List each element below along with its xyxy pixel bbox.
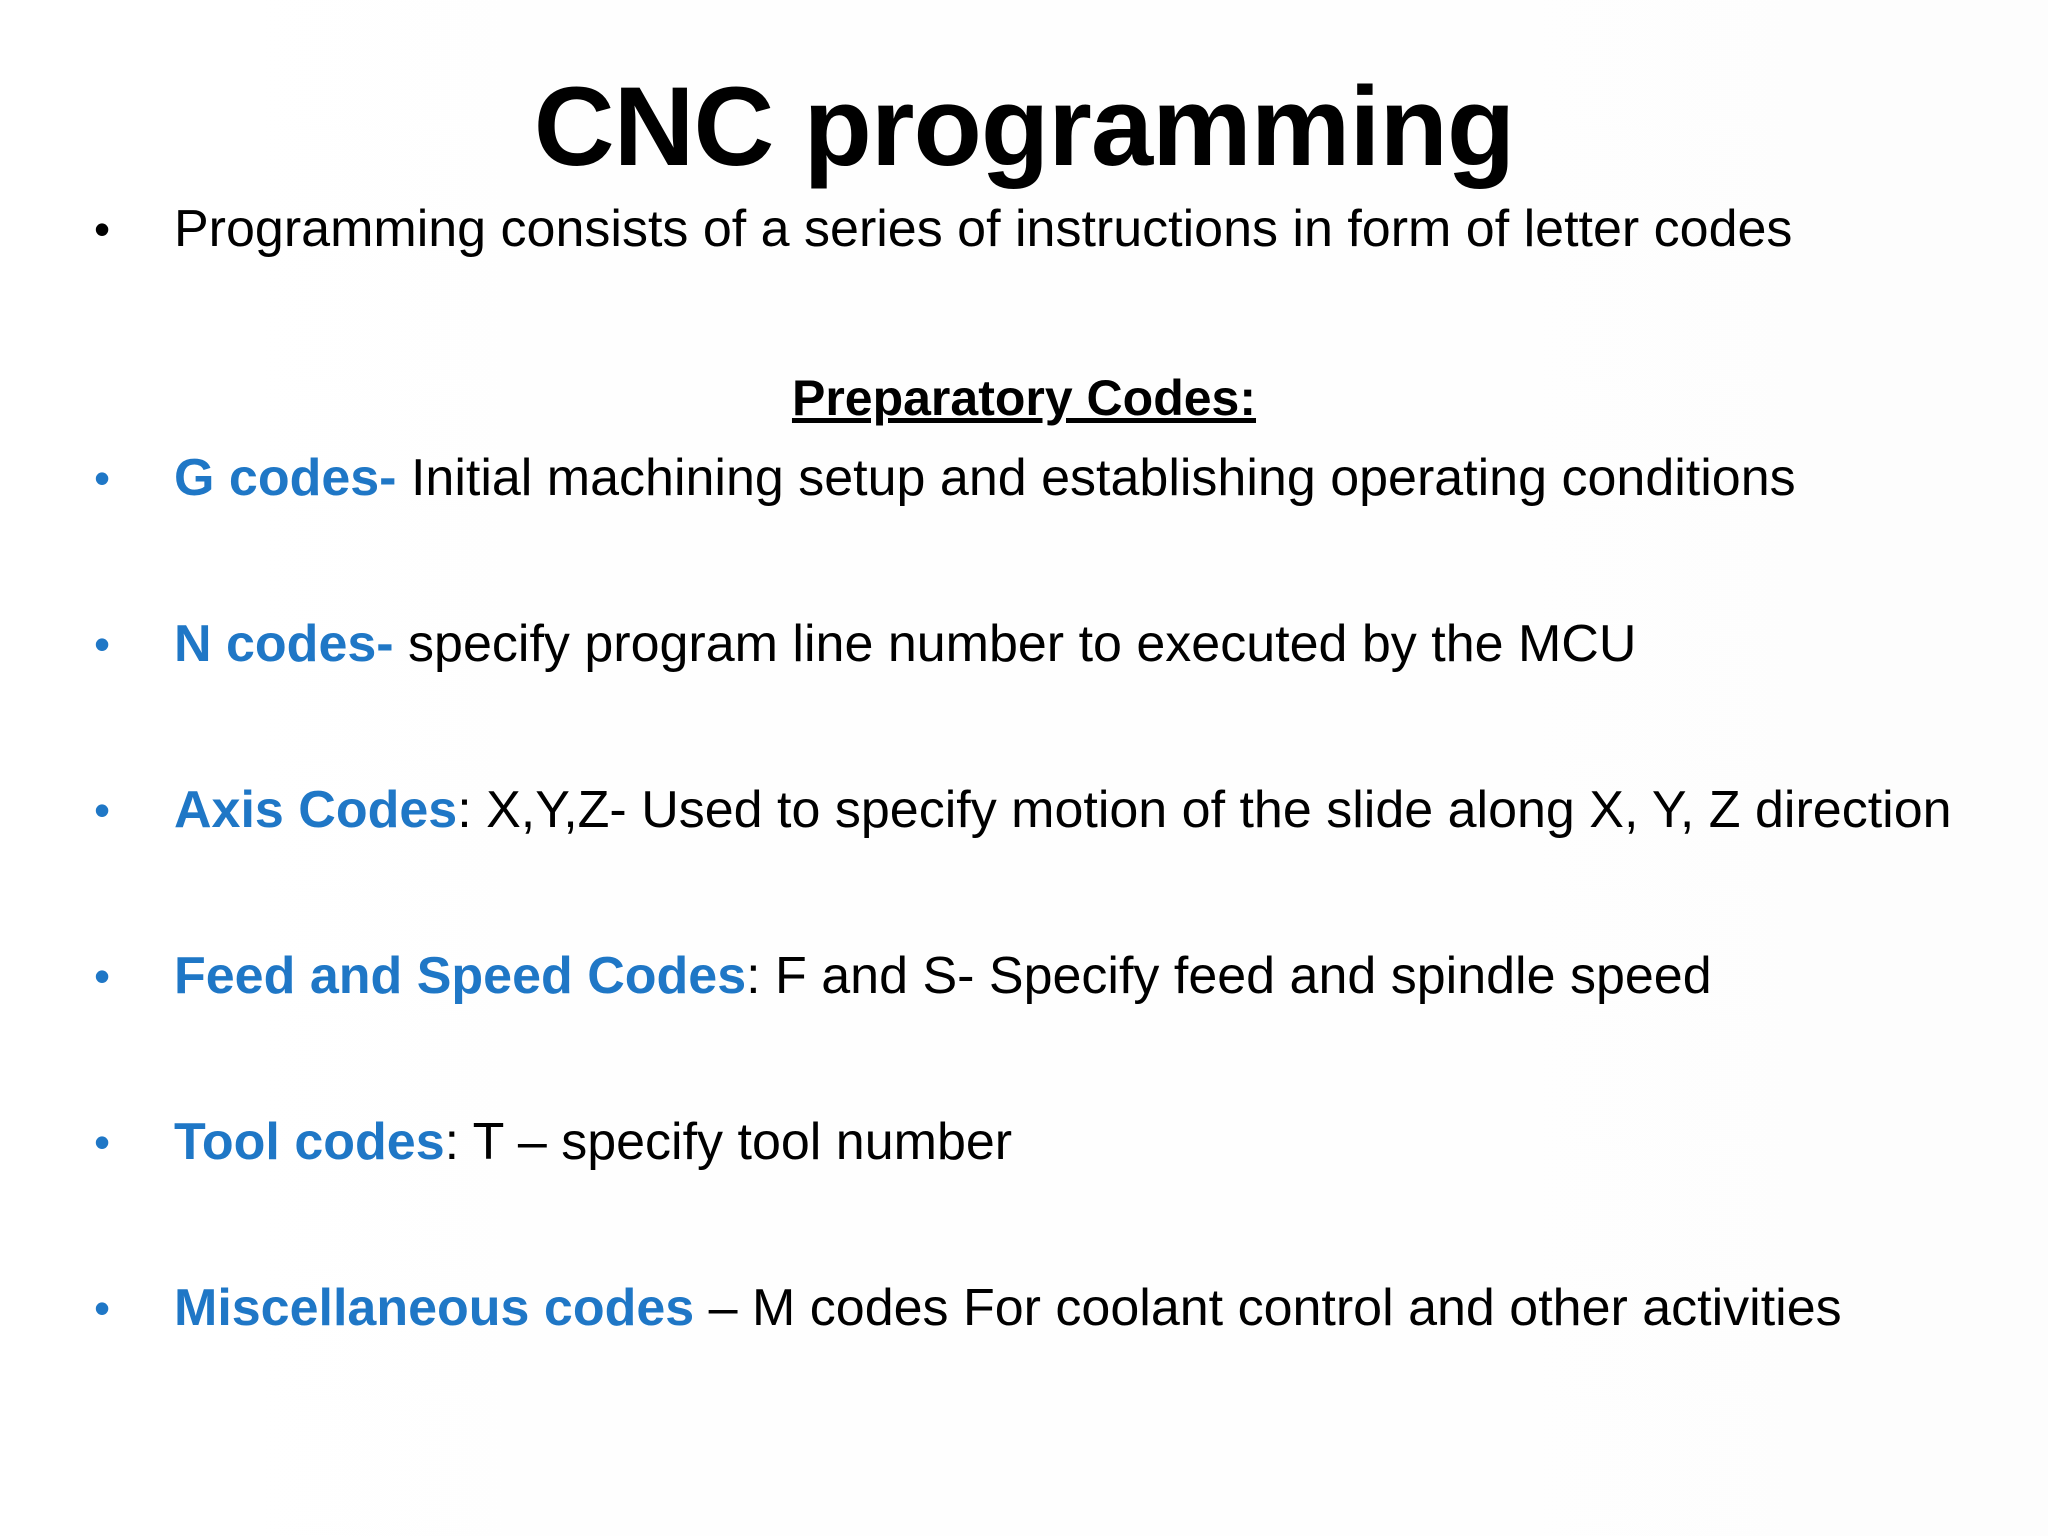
code-keyword: Miscellaneous codes [174,1279,695,1337]
bullet-icon: • [94,452,111,504]
code-keyword: N codes- [174,615,394,673]
bullet-icon: • [94,618,111,670]
code-description: : F and S- Specify feed and spindle speed [746,947,1712,1005]
bullet-icon: • [94,950,111,1002]
code-description: Initial machining setup and establishing operating conditions [396,449,1796,507]
code-keyword: G codes- [174,449,397,507]
list-item-text [174,613,1636,675]
bullet-icon: • [94,1116,111,1168]
list-item-text [174,945,1712,1007]
code-keyword: Feed and Speed Codes [174,947,747,1005]
bullet-icon: • [94,203,111,255]
bullet-icon: • [94,1282,111,1334]
code-description: – M codes For coolant control and other activities [694,1279,1842,1337]
code-keyword: Tool codes [174,1113,445,1171]
code-description: specify program line number to executed by the MCU [393,615,1637,673]
code-keyword: Axis Codes [174,781,458,839]
bullet-icon: • [94,784,111,836]
list-item-text [174,1111,1012,1173]
intro-text: Programming consists of a series of instructions in form of letter codes [174,200,1793,258]
code-description: : T – specify tool number [444,1113,1013,1171]
slide-title: CNC programming [533,64,1515,189]
list-item-text [174,1277,1842,1339]
list-item-text [174,447,1796,509]
list-item-text [174,779,1952,841]
code-description: : X,Y,Z- Used to specify motion of the slide along X, Y, Z direction [457,781,1952,839]
preparatory-codes-heading: Preparatory Codes: [791,370,1257,426]
